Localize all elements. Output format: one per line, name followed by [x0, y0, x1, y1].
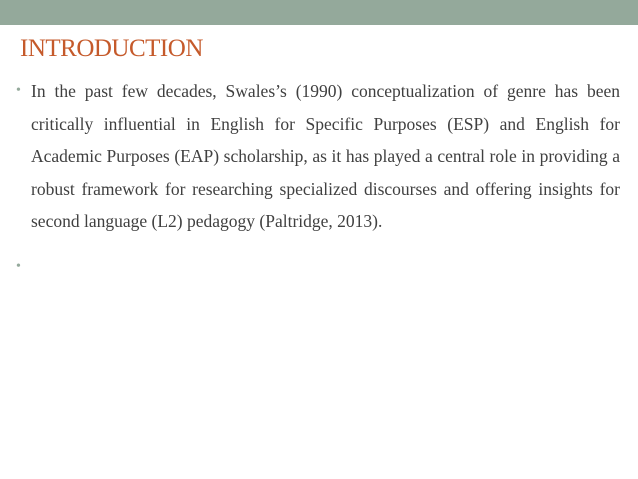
- bullet-item-empty: [0, 251, 638, 283]
- bullet-item-introduction: [0, 75, 638, 238]
- bullet-icon: •: [16, 83, 21, 98]
- slide-header-bar: [0, 0, 638, 25]
- bullet-list: [0, 75, 638, 283]
- slide-title: INTRODUCTION: [20, 35, 203, 62]
- bullet-icon: •: [16, 258, 21, 274]
- bullet-text: In the past few decades, Swales’s (1990) conceptualization of genre has been critically influential in English for Specific Purposes (ESP) and English for Academic Purposes (EAP) scholarship, as it has played a central role in providing a robust framework for researching specialized discourses and offering insights for second language (L2) pedagogy (Paltridge, 2013).: [31, 81, 620, 231]
